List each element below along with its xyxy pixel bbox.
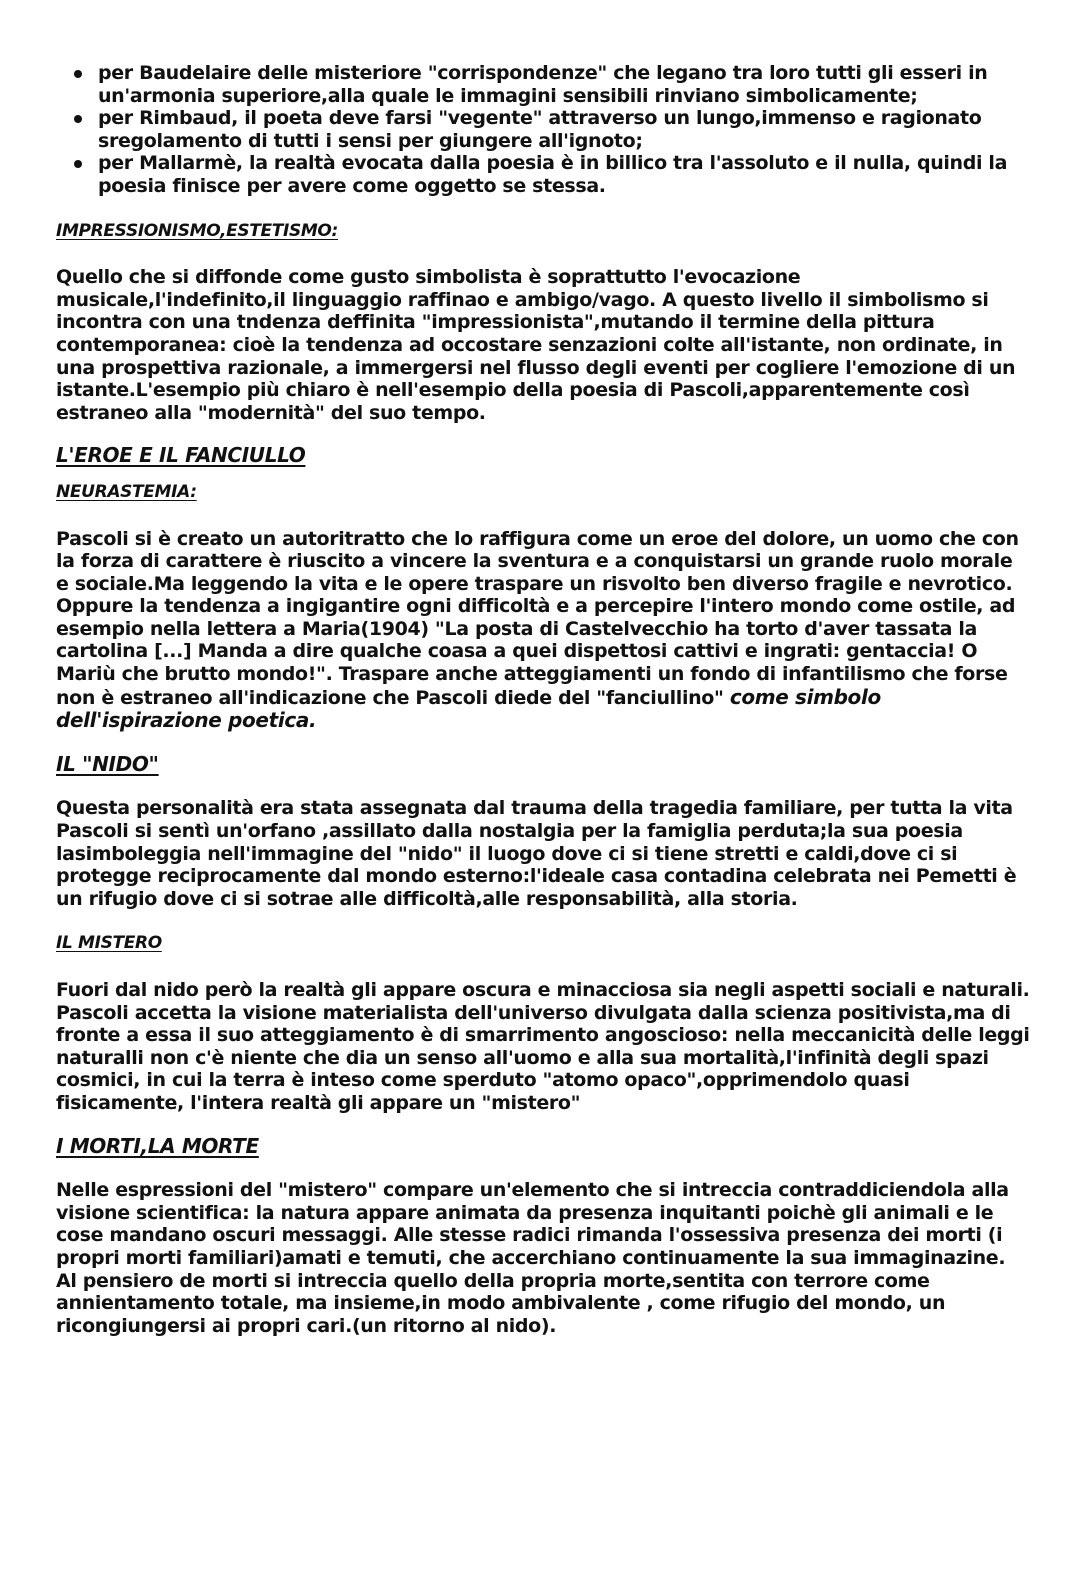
document-page bbox=[56, 62, 1031, 1337]
paragraph-neurastemia bbox=[56, 528, 1031, 733]
heading-impressionismo: IMPRESSIONISMO,ESTETISMO: bbox=[56, 220, 338, 241]
bullet-mallarme: per Mallarmè, la realtà evocata dalla poesia è in billico tra l'assoluto e il nulla, quindi la poesia finisce per avere come oggetto se stessa. bbox=[56, 152, 1031, 197]
heading-eroe-fanciullo: L'EROE E IL FANCIULLO bbox=[56, 443, 306, 468]
paragraph-morti: Nelle espressioni del "mistero" compare un'elemento che si intreccia contraddiciendola alla visione scientifica: la natura appare animata da presenza inquitanti poichè gli animali e le cose mandano oscuri messaggi. Alle stesse radici rimanda l'ossessiva presenza dei morti (i propri morti familiari)amati e temuti, che accerchiano continuamente la sua immaginazine. Al pensiero de morti si intreccia quello della propria morte,sentita con terrore come annientamento totale, ma insieme,in modo ambivalente , come rifugio del mondo, un ricongiungersi ai propri cari.(un ritorno al nido). bbox=[56, 1179, 1009, 1337]
symbolism-bullet-list bbox=[56, 62, 1031, 198]
neurastemia-emphasis: come simbolo dell'ispirazione poetica. bbox=[56, 684, 881, 733]
heading-morti: I MORTI,LA MORTE bbox=[56, 1133, 259, 1158]
heading-nido: IL "NIDO" bbox=[56, 751, 159, 776]
heading-mistero: IL MISTERO bbox=[56, 933, 162, 954]
paragraph-impressionismo: Quello che si diffonde come gusto simbolista è soprattutto l'evocazione musicale,l'indefinito,il linguaggio raffinao e ambigo/vago. A questo livello il simbolismo si incontra con una tndenza deffinita "impressionista",mutando il termine della pittura contemporanea: cioè la tendenza ad occostare senzazioni colte all'istante, non ordinate, in una prospettiva razionale, a immergersi nel flusso degli eventi per cogliere l'emozione di un istante.L'esempio più chiaro è nell'esempio della poesia di Pascoli,apparentemente così estraneo alla "modernità" del suo tempo. bbox=[56, 266, 1016, 424]
paragraph-mistero: Fuori dal nido però la realtà gli appare oscura e minacciosa sia negli aspetti sociali e naturali. Pascoli accetta la visione materialista dell'universo divulgata dalla scienza positivista,ma di fronte a essa il suo atteggiamento è di smarrimento angoscioso: nella meccanicità delle leggi naturalli non c'è niente che dia un senso all'uomo e alla sua mortalità,l'infinità degli spazi cosmici, in cui la terra è inteso come sperduto "atomo opaco",opprimendolo quasi fisicamente, l'intera realtà gli appare un "mistero" bbox=[56, 979, 1030, 1114]
bullet-rimbaud: per Rimbaud, il poeta deve farsi "vegente" attraverso un lungo,immenso e ragionato sregolamento di tutti i sensi per giungere all'ignoto; bbox=[56, 107, 1031, 152]
paragraph-nido: Questa personalità era stata assegnata dal trauma della tragedia familiare, per tutta la vita Pascoli si sentì un'orfano ,assillato dalla nostalgia per la famiglia perduta;la sua poesia lasimboleggia nell'immagine del "nido" il luogo dove ci si tiene stretti e caldi,dove ci si protegge reciprocamente dal mondo esterno:l'ideale casa contadina celebrata nei Pemetti è un rifugio dove ci si sotrae alle difficoltà,alle responsabilità, alla storia. bbox=[56, 797, 1017, 910]
heading-neurastemia: NEURASTEMIA: bbox=[56, 481, 197, 502]
neurastemia-text: Pascoli si è creato un autoritratto che lo raffigura come un eroe del dolore, un uomo che con la forza di carattere è riuscito a vincere la sventura e a conquistarsi un grande ruolo morale e sociale.Ma leggendo la vita e le opere traspare un risvolto ben diverso fragile e nevrotico. Oppure la tendenza a ingigantire ogni difficoltà e a percepire l'intero mondo come ostile, ad esempio nella lettera a Maria(1904) "La posta di Castelvecchio ha torto d'aver tassata la cartolina [...] Manda a dire qualche coasa a quei dispettosi cattivi e ingrati: gentaccia! O Mariù che brutto mondo!". Traspare anche atteggiamenti un fondo di infantilismo che forse non è estraneo all'indicazione che Pascoli diede del "fanciullino" bbox=[56, 527, 1019, 709]
bullet-baudelaire: per Baudelaire delle misteriore "corrispondenze" che legano tra loro tutti gli esseri in un'armonia superiore,alla quale le immagini sensibili rinviano simbolicamente; bbox=[56, 62, 1031, 107]
